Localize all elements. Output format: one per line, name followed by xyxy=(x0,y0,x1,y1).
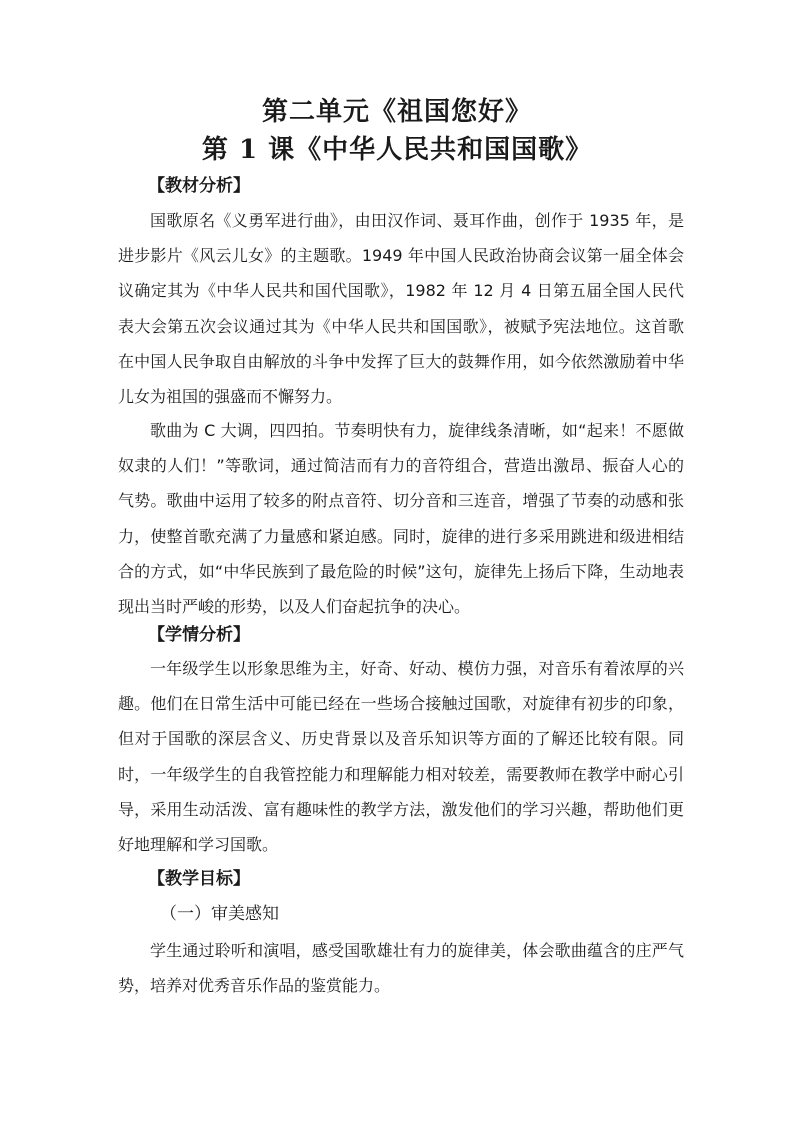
student-analysis-paragraph: 一年级学生以形象思维为主，好奇、好动、模仿力强，对音乐有着浓厚的兴趣。他们在日常生活中可能已经在一些场合接触过国歌，对旋律有初步的印象，但对于国歌的深层含义、历史背景以及音乐知识等方面的了解还比较有限。同时，一年级学生的自我管控能力和理解能力相对较差，需要教师在教学中耐心引导，采用生动活泼、富有趣味性的教学方法，激发他们的学习兴趣，帮助他们更好地理解和学习国歌。 xyxy=(118,659,684,855)
material-analysis-paragraph-1: 国歌原名《义勇军进行曲》，由田汉作词、聂耳作曲，创作于 1935 年，是进步影片《风云儿女》的主题歌。1949 年中国人民政治协商会议第一届全体会议确定其为《中华人民共和国代国歌》，1982 年 12 月 4 日第五届全国人民代表大会第五次会议通过其为《中华人民共和国国歌》，被赋予宪法地位。这首歌在中国人民争取自由解放的斗争中发挥了巨大的鼓舞作用，如今依然激励着中华儿女为祖国的强盛而不懈努力。 xyxy=(118,211,684,407)
material-analysis-paragraph-2: 歌曲为 C 大调，四四拍。节奏明快有力，旋律线条清晰，如“起来！不愿做奴隶的人们！”等歌词，通过简洁而有力的音符组合，营造出激昂、振奋人心的气势。歌曲中运用了较多的附点音符、切分音和三连音，增强了节奏的动感和张力，使整首歌充满了力量感和紧迫感。同时，旋律的进行多采用跳进和级进相结合的方式，如“中华民族到了最危险的时候”这句，旋律先上扬后下降，生动地表现出当时严峻的形势，以及人们奋起抗争的决心。 xyxy=(118,421,684,617)
teaching-goals-heading: 【教学目标】 xyxy=(148,869,250,889)
student-analysis-heading: 【学情分析】 xyxy=(148,625,250,645)
unit-title: 第二单元《祖国您好》 xyxy=(261,97,532,127)
lesson-title: 第 1 课《中华人民共和国国歌》 xyxy=(201,135,593,165)
aesthetic-perception-heading: （一）审美感知 xyxy=(160,904,279,924)
aesthetic-perception-paragraph: 学生通过聆听和演唱，感受国歌雄壮有力的旋律美，体会歌曲蕴含的庄严气势，培养对优秀音乐作品的鉴赏能力。 xyxy=(118,941,684,996)
material-analysis-heading: 【教材分析】 xyxy=(148,176,250,196)
